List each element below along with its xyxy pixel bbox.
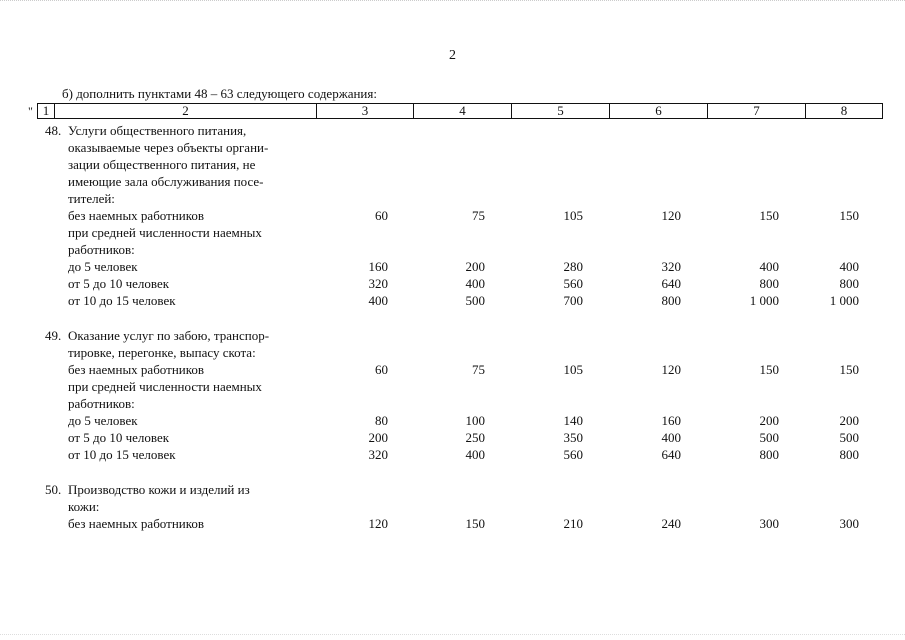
item-number: 50. [45,482,62,497]
page-number: 2 [449,48,456,63]
table-row [45,412,885,429]
item-49 [45,327,885,463]
row-label: имеющие зала обслуживания посе- [68,174,264,189]
table-row [45,173,885,190]
table-row [45,515,885,532]
opening-quote-mark: " [28,104,33,118]
value-cell: 800 [661,293,681,308]
row-label: Производство кожи и изделий из [68,482,250,497]
table-row [45,327,885,344]
row-label: до 5 человек [68,413,138,428]
row-label: работников: [68,242,135,257]
value-cell: 200 [759,413,779,428]
value-cell: 640 [661,276,681,291]
table-row [45,190,885,207]
value-cell: 105 [563,208,583,223]
value-cell: 560 [563,447,583,462]
table-row [45,395,885,412]
value-cell: 280 [563,259,583,274]
row-label: от 10 до 15 человек [68,447,176,462]
value-cell: 400 [661,430,681,445]
value-cell: 160 [368,259,388,274]
column-header-7: 7 [708,104,806,119]
value-cell: 300 [839,516,859,531]
value-cell: 60 [375,208,388,223]
value-cell: 1 000 [829,293,859,308]
column-header-4: 4 [414,104,512,119]
row-label: до 5 человек [68,259,138,274]
item-48 [45,122,885,309]
row-label: оказываемые через объекты органи- [68,140,269,155]
value-cell: 320 [661,259,681,274]
value-cell: 200 [368,430,388,445]
value-cell: 300 [759,516,779,531]
value-cell: 1 000 [749,293,779,308]
value-cell: 150 [759,362,779,377]
value-cell: 80 [375,413,388,428]
row-label: без наемных работников [68,208,205,223]
table-row [45,139,885,156]
value-cell: 700 [563,293,583,308]
column-header-2: 2 [55,104,317,119]
item-number: 48. [45,123,62,138]
value-cell: 150 [465,516,485,531]
value-cell: 120 [661,208,681,223]
intro-text: б) дополнить пунктами 48 – 63 следующего содержания: [62,86,377,101]
row-label: от 5 до 10 человек [68,276,170,291]
value-cell: 500 [465,293,485,308]
table-row [45,275,885,292]
column-header-8: 8 [806,104,883,119]
scan-top-edge [0,0,905,7]
value-cell: 75 [472,208,485,223]
table-row [45,258,885,275]
table-row [45,122,885,139]
value-cell: 320 [368,276,388,291]
scan-bottom-edge [0,634,905,636]
value-cell: 210 [563,516,583,531]
value-cell: 140 [563,413,583,428]
value-cell: 60 [375,362,388,377]
row-label: кожи: [68,499,100,514]
table-row [45,429,885,446]
value-cell: 240 [661,516,681,531]
value-cell: 75 [472,362,485,377]
column-header-1: 1 [38,104,55,119]
row-label: зации общественного питания, не [68,157,256,172]
column-header-3: 3 [317,104,414,119]
value-cell: 120 [661,362,681,377]
row-label: без наемных работников [68,362,205,377]
column-header-6: 6 [610,104,708,119]
value-cell: 120 [368,516,388,531]
row-label: от 5 до 10 человек [68,430,170,445]
column-number-header [37,103,883,119]
value-cell: 400 [465,276,485,291]
value-cell: 400 [759,259,779,274]
table-row [45,224,885,241]
item-50 [45,481,885,532]
table-row [45,156,885,173]
table-row [45,344,885,361]
row-label: тителей: [68,191,115,206]
column-header-5: 5 [512,104,610,119]
value-cell: 100 [465,413,485,428]
row-label: работников: [68,396,135,411]
item-number: 49. [45,328,62,343]
value-cell: 105 [563,362,583,377]
row-label: без наемных работников [68,516,205,531]
value-cell: 160 [661,413,681,428]
table-row [45,361,885,378]
value-cell: 150 [839,362,859,377]
table-row [45,292,885,309]
row-label: при средней численности наемных [68,225,262,240]
row-label: Услуги общественного питания, [68,123,247,138]
table-row [45,207,885,224]
value-cell: 400 [839,259,859,274]
value-cell: 800 [839,276,859,291]
value-cell: 500 [759,430,779,445]
value-cell: 800 [839,447,859,462]
row-label: при средней численности наемных [68,379,262,394]
table-row [45,498,885,515]
value-cell: 500 [839,430,859,445]
value-cell: 150 [759,208,779,223]
row-label: Оказание услуг по забою, транспор- [68,328,270,343]
value-cell: 200 [839,413,859,428]
value-cell: 250 [465,430,485,445]
row-label: тировке, перегонке, выпасу скота: [68,345,256,360]
value-cell: 560 [563,276,583,291]
table-row [45,481,885,498]
value-cell: 150 [839,208,859,223]
value-cell: 400 [465,447,485,462]
table-row [45,446,885,463]
table-row [45,241,885,258]
table-row [45,378,885,395]
value-cell: 800 [759,447,779,462]
value-cell: 640 [661,447,681,462]
value-cell: 200 [465,259,485,274]
row-label: от 10 до 15 человек [68,293,176,308]
value-cell: 800 [759,276,779,291]
value-cell: 400 [368,293,388,308]
value-cell: 320 [368,447,388,462]
value-cell: 350 [563,430,583,445]
